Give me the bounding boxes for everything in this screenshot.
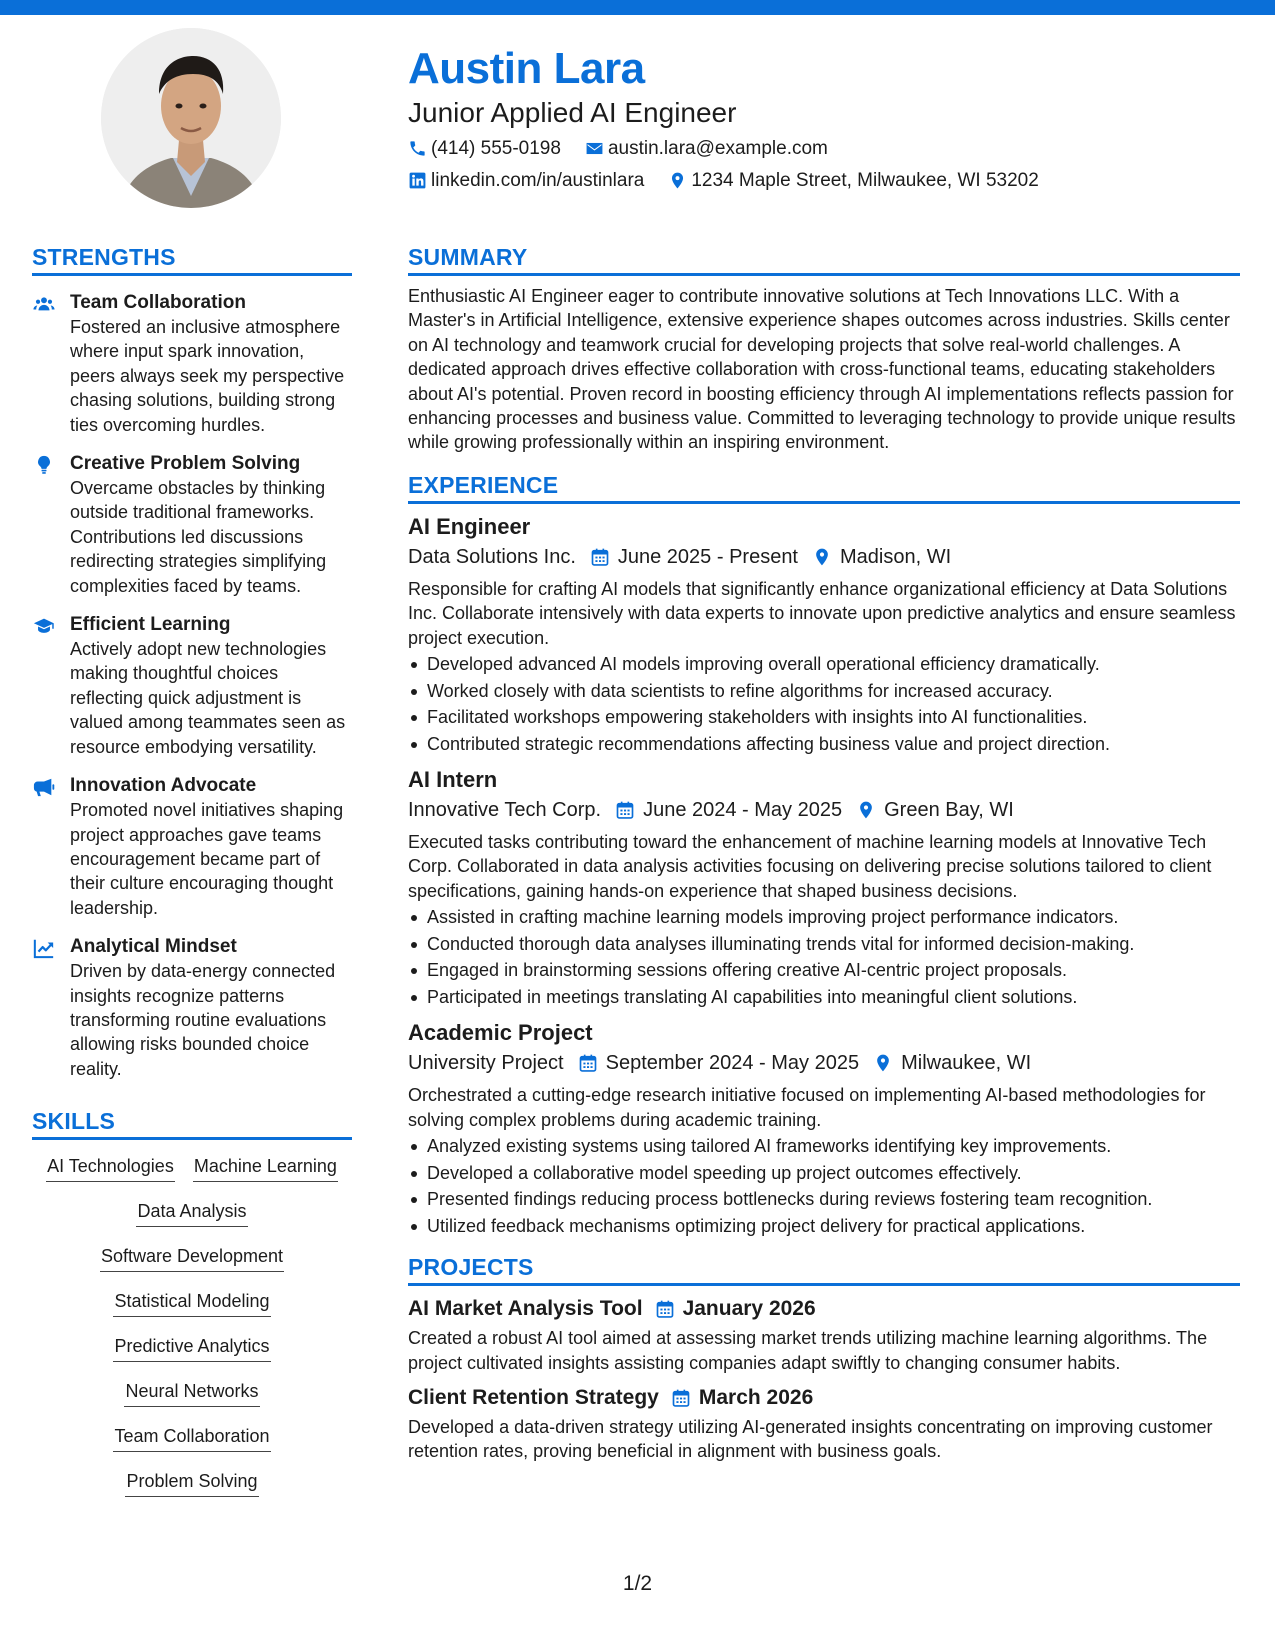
page-number: 1/2	[622, 1572, 653, 1595]
experience-location: Madison, WI	[812, 542, 951, 572]
skill-tag: Software Development	[100, 1244, 284, 1272]
top-accent-bar	[0, 0, 1275, 15]
profile-photo	[101, 28, 281, 208]
strength-desc: Fostered an inclusive atmosphere where input spark innovation, peers always seek my perspective chasing solutions, building strong ties overcoming hurdles.	[70, 317, 345, 435]
calendar-icon	[578, 1053, 598, 1073]
skill-tag: Machine Learning	[193, 1154, 338, 1182]
bullet-item: Worked closely with data scientists to refine algorithms for increased accuracy.	[408, 678, 1240, 705]
bullet-item: Developed advanced AI models improving overall operational efficiency dramatically.	[408, 651, 1240, 678]
skill-tag: Neural Networks	[124, 1379, 259, 1407]
project-title: Client Retention Strategy	[408, 1385, 659, 1409]
skill-tag: Team Collaboration	[113, 1424, 270, 1452]
experience-bullets	[408, 904, 1240, 1010]
summary-text: Enthusiastic AI Engineer eager to contribute innovative solutions at Tech Innovations LLC. With a Master's in Artificial Intelligence, extensive experience shapes outcomes across industries. Skills center on AI technology and teamwork crucial for developing projects that solve real-world challenges. A dedicated approach drives effective collaboration with cross-functional teams, educating stakeholders about AI's potential. Proven record in boosting efficiency through AI implementations reflects passion for enhancing processes and business value. Committed to leveraging technology to provide unique results while growing professionally within an inspiring environment.	[408, 286, 1236, 453]
strength-item	[32, 291, 352, 437]
bullet-item: Facilitated workshops empowering stakeholders with insights into AI functionalities.	[408, 704, 1240, 731]
skill-tag: Problem Solving	[125, 1469, 258, 1497]
map-pin-icon	[812, 547, 832, 567]
email-text: austin.lara@example.com	[607, 137, 828, 159]
strength-desc: Overcame obstacles by thinking outside traditional frameworks. Contributions led discussions redirecting strategies simplifying complexities faced by teams.	[70, 478, 327, 596]
bullet-item: Analyzed existing systems using tailored AI frameworks identifying key improvements.	[408, 1133, 1240, 1160]
experience-bullets	[408, 651, 1240, 757]
calendar-icon	[590, 547, 610, 567]
experience-entry	[408, 765, 1240, 1010]
lightbulb-icon	[33, 454, 55, 476]
strength-item	[32, 774, 352, 920]
bullet-item: Conducted thorough data analyses illuminating trends vital for informed decision-making.	[408, 931, 1240, 958]
project-date: January 2026	[682, 1297, 816, 1321]
experience-dates: June 2025 - Present	[590, 542, 798, 572]
megaphone-icon	[33, 776, 55, 798]
linkedin-text: linkedin.com/in/austinlara	[431, 169, 645, 191]
experience-company: Innovative Tech Corp.	[408, 799, 602, 822]
skills-list	[32, 1154, 352, 1514]
strength-title: Innovation Advocate	[70, 775, 257, 797]
bullet-item: Developed a collaborative model speeding up project outcomes effectively.	[408, 1160, 1240, 1187]
strength-item	[32, 935, 352, 1081]
experience-desc: Orchestrated a cutting-edge research initiative focused on implementing AI-based methodologies for solving complex problems during academic training.	[408, 1085, 1206, 1130]
map-pin-icon	[856, 800, 876, 820]
project-entry	[408, 1294, 1240, 1375]
experience-desc: Responsible for crafting AI models that significantly enhance organizational efficiency at Data Solutions Inc. Collaborate intensively with data experts to innovate upon predictive analytics and ensure seamless project execution.	[408, 578, 1236, 648]
experience-meta	[408, 542, 1240, 572]
experience-title: AI Intern	[408, 767, 498, 793]
strength-title: Creative Problem Solving	[70, 453, 301, 475]
candidate-name: Austin Lara	[408, 44, 645, 93]
map-pin-icon	[668, 171, 687, 190]
graduation-cap-icon	[33, 615, 55, 637]
experience-desc: Executed tasks contributing toward the enhancement of machine learning models at Innovative Tech Corp. Collaborated in data analysis activities focusing on delivering precise solutions tailored to client specifications, gaining hands-on experience that shaped business decisions.	[408, 832, 1212, 901]
right-column	[408, 243, 1240, 1464]
contact-row-1	[408, 135, 1238, 162]
strength-desc: Promoted novel initiatives shaping project approaches gave teams encouragement became part of their culture encouraging thought leadership.	[70, 800, 344, 918]
experience-title: AI Engineer	[408, 513, 531, 539]
skill-tag: Predictive Analytics	[113, 1334, 270, 1362]
bullet-item: Presented findings reducing process bottlenecks during reviews fostering team recognition.	[408, 1186, 1240, 1213]
skill-tag: AI Technologies	[46, 1154, 175, 1182]
strength-desc: Driven by data-energy connected insights recognize patterns transforming routine evaluations allowing risks bounded choice reality.	[70, 961, 336, 1079]
experience-heading: EXPERIENCE	[408, 471, 1240, 504]
address-text: 1234 Maple Street, Milwaukee, WI 53202	[691, 169, 1039, 191]
projects-heading: PROJECTS	[408, 1253, 1240, 1286]
strengths-heading: STRENGTHS	[32, 243, 352, 276]
experience-meta	[408, 1048, 1240, 1078]
skill-tag: Statistical Modeling	[113, 1289, 270, 1317]
project-desc: Created a robust AI tool aimed at assessing market trends utilizing machine learning algorithms. The project cultivated insights assisting companies adapt swiftly to changing consumer habits.	[408, 1328, 1208, 1373]
calendar-icon	[655, 1299, 675, 1319]
experience-company: Data Solutions Inc.	[408, 545, 576, 568]
experience-entry	[408, 1018, 1240, 1239]
experience-dates: September 2024 - May 2025	[578, 1048, 860, 1078]
bullet-item: Assisted in crafting machine learning models improving project performance indicators.	[408, 904, 1240, 931]
map-pin-icon	[873, 1053, 893, 1073]
project-title: AI Market Analysis Tool	[408, 1297, 643, 1321]
experience-title: Academic Project	[408, 1020, 593, 1046]
project-desc: Developed a data-driven strategy utilizing AI-generated insights concentrating on improving customer retention rates, proving beneficial in alignment with business goals.	[408, 1416, 1213, 1462]
bullet-item: Contributed strategic recommendations affecting business value and project direction.	[408, 731, 1240, 758]
chart-line-icon	[33, 937, 55, 959]
experience-dates: June 2024 - May 2025	[615, 795, 842, 825]
contact-email[interactable]	[585, 136, 828, 162]
candidate-title: Junior Applied AI Engineer	[408, 97, 737, 128]
contact-row-2	[408, 167, 1238, 194]
contact-phone[interactable]	[408, 136, 561, 162]
calendar-icon	[671, 1388, 691, 1408]
phone-icon	[408, 139, 427, 158]
calendar-icon	[615, 800, 635, 820]
project-entry	[408, 1383, 1240, 1464]
project-title-row	[408, 1383, 1240, 1413]
left-column	[32, 243, 352, 1514]
project-date: March 2026	[698, 1385, 814, 1409]
users-icon	[33, 293, 55, 315]
contact-address	[668, 168, 1038, 194]
experience-company: University Project	[408, 1052, 564, 1075]
bullet-item: Engaged in brainstorming sessions offering creative AI-centric project proposals.	[408, 957, 1240, 984]
bullet-item: Utilized feedback mechanisms optimizing project delivery for practical applications.	[408, 1213, 1240, 1240]
summary-heading: SUMMARY	[408, 243, 1240, 276]
strength-title: Efficient Learning	[70, 614, 231, 636]
strength-title: Analytical Mindset	[70, 936, 237, 958]
strength-title: Team Collaboration	[70, 292, 246, 313]
experience-meta	[408, 795, 1240, 825]
profile-photo-illustration	[101, 28, 281, 208]
envelope-icon	[585, 139, 604, 158]
experience-bullets	[408, 1133, 1240, 1239]
project-title-row	[408, 1294, 1240, 1324]
bullet-item: Participated in meetings translating AI capabilities into meaningful client solutions.	[408, 984, 1240, 1011]
strength-item	[32, 452, 352, 598]
phone-text: (414) 555-0198	[431, 137, 561, 159]
strength-item	[32, 613, 352, 759]
skill-tag: Data Analysis	[136, 1199, 247, 1227]
linkedin-icon	[408, 171, 427, 190]
experience-entry	[408, 512, 1240, 757]
contact-linkedin[interactable]	[408, 168, 644, 194]
strength-desc: Actively adopt new technologies making thoughtful choices reflecting quick adjustment is valued among teammates seen as resource embodying versatility.	[70, 639, 346, 757]
experience-location: Milwaukee, WI	[873, 1048, 1031, 1078]
experience-location: Green Bay, WI	[856, 795, 1014, 825]
skills-heading: SKILLS	[32, 1107, 352, 1140]
resume-header	[408, 42, 1238, 194]
